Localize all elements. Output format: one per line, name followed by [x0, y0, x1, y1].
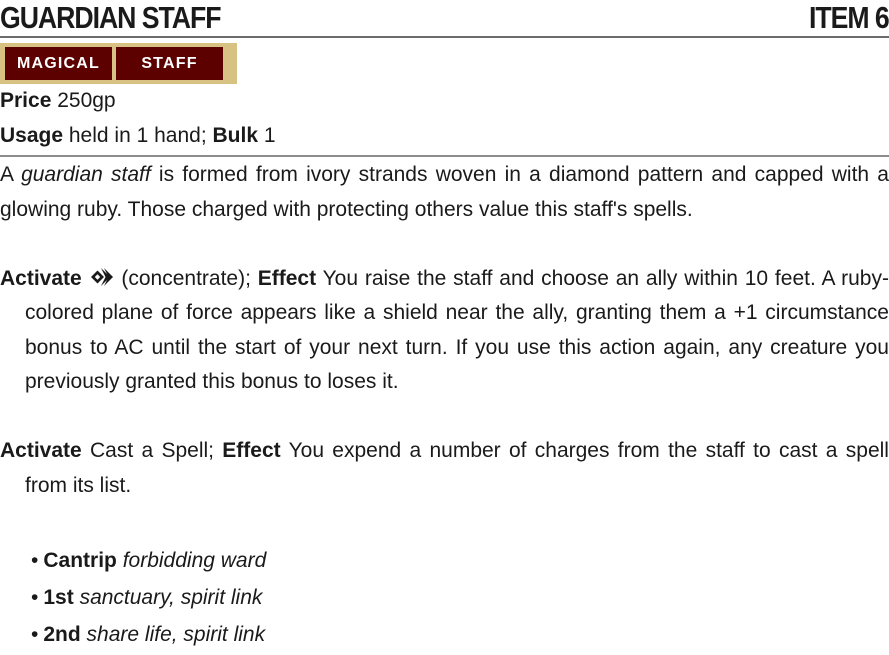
effect-label: Effect — [257, 266, 317, 290]
bullet: • — [31, 549, 39, 572]
spell-names[interactable]: forbidding ward — [122, 549, 267, 572]
bullet: • — [31, 623, 39, 646]
effect-text: You expend a number of charges from the staff to cast a spell from its list. — [25, 439, 889, 497]
usage-label: Usage — [0, 123, 64, 147]
activate-label: Activate — [0, 439, 82, 462]
spacer — [0, 227, 889, 262]
activate-trigger: Cast a Spell; — [90, 439, 214, 462]
item-title: GUARDIAN STAFF — [0, 0, 221, 35]
effect-text: You raise the staff and choose an ally within 10 feet. A ruby-colored plane of force appears like a shield near the ally, granting them a +1 circumstance bonus to AC until the start of your next turn. If you use this action again, any creature you previously granted this bonus to loses it. — [25, 266, 889, 393]
bulk-value: 1 — [263, 123, 276, 147]
spell-rank: Cantrip — [43, 549, 117, 572]
price-label: Price — [0, 89, 52, 112]
activate-label: Activate — [0, 266, 82, 290]
description-prefix: A — [0, 163, 13, 186]
trait-magical[interactable]: MAGICAL — [5, 47, 112, 80]
activation-block-1 — [0, 262, 889, 400]
usage-line — [0, 119, 889, 154]
bullet: • — [31, 586, 39, 609]
price-value: 250gp — [57, 89, 116, 112]
spell-list-item — [0, 616, 889, 653]
spell-rank: 1st — [43, 586, 74, 609]
spell-rank: 2nd — [43, 623, 81, 646]
item-header — [0, 0, 889, 38]
trait-staff[interactable]: STAFF — [116, 47, 223, 80]
usage-value: held in 1 hand; — [68, 123, 207, 147]
bulk-label: Bulk — [212, 123, 259, 147]
description-text: is formed from ivory strands woven in a diamond pattern and capped with a glowing ruby. Those charged with protecting others value this staff's spells. — [0, 163, 889, 221]
item-level: ITEM 6 — [809, 0, 889, 35]
item-description — [0, 158, 889, 227]
spacer — [0, 400, 889, 435]
activate-trigger: (concentrate); — [121, 266, 251, 290]
trait-list — [0, 43, 237, 84]
section-divider — [0, 155, 889, 157]
description-item-name: guardian staff — [21, 163, 151, 186]
spell-list — [0, 542, 889, 653]
price-line — [0, 84, 889, 119]
spell-list-item — [0, 542, 889, 579]
spell-list-item — [0, 579, 889, 616]
activation-block-2 — [0, 434, 889, 503]
spell-names[interactable]: sanctuary, spirit link — [79, 586, 263, 609]
two-action-icon — [89, 266, 115, 288]
effect-label: Effect — [222, 439, 281, 462]
spell-names[interactable]: share life, spirit link — [86, 623, 266, 646]
